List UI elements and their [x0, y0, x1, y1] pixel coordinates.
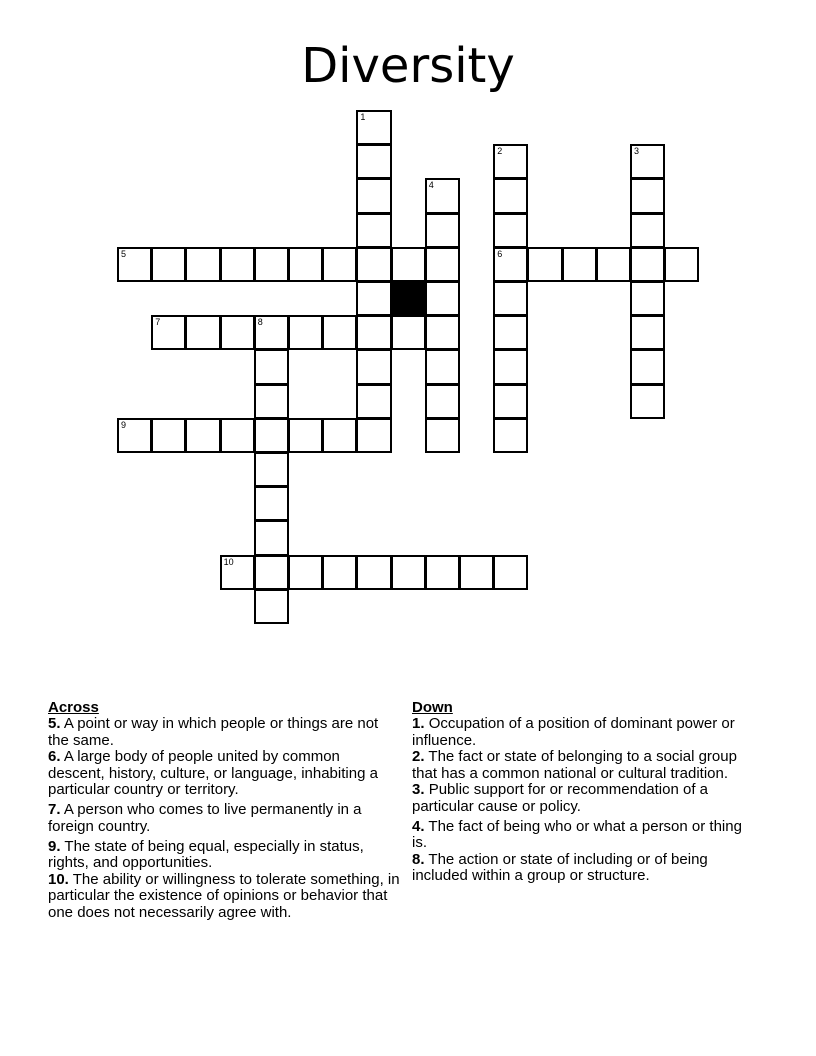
answer-cell[interactable]: [254, 418, 289, 453]
answer-cell[interactable]: [493, 247, 528, 282]
answer-cell[interactable]: [356, 418, 391, 453]
answer-cell[interactable]: [356, 315, 391, 350]
answer-cell[interactable]: [425, 247, 460, 282]
clue-across-6: [48, 749, 400, 798]
answer-cell[interactable]: [356, 144, 391, 179]
clue-number: 9.: [48, 837, 61, 855]
answer-cell[interactable]: [254, 247, 289, 282]
answer-cell[interactable]: [254, 349, 289, 384]
answer-cell[interactable]: [356, 213, 391, 248]
answer-cell[interactable]: [117, 247, 152, 282]
answer-cell[interactable]: [425, 178, 460, 213]
clue-number-label: 3: [634, 146, 640, 157]
answer-cell[interactable]: [288, 315, 323, 350]
answer-cell[interactable]: [322, 247, 357, 282]
answer-cell[interactable]: [493, 349, 528, 384]
clue-text: Public support for or recommendation of a particular cause or policy.: [412, 781, 708, 815]
answer-cell[interactable]: [527, 247, 562, 282]
clue-text: Occupation of a position of dominant power or influence.: [412, 715, 735, 749]
answer-cell[interactable]: [459, 555, 494, 590]
clue-number-label: 1: [360, 112, 366, 122]
answer-cell[interactable]: [493, 384, 528, 419]
answer-cell[interactable]: [630, 349, 665, 384]
answer-cell[interactable]: [630, 144, 665, 179]
clue-across-9: [48, 839, 400, 872]
answer-cell[interactable]: [322, 418, 357, 453]
answer-cell[interactable]: [288, 418, 323, 453]
clue-number-label: 7: [155, 317, 161, 328]
answer-cell[interactable]: [493, 418, 528, 453]
across-heading: Across: [48, 699, 99, 716]
answer-cell[interactable]: [254, 486, 289, 521]
answer-cell[interactable]: [391, 315, 426, 350]
clue-number-label: 5: [121, 248, 127, 259]
answer-cell[interactable]: [493, 555, 528, 590]
clue-text: A person who comes to live permanently in a foreign country.: [48, 801, 362, 835]
clue-number: 7.: [48, 801, 61, 819]
answer-cell[interactable]: [356, 110, 391, 145]
answer-cell[interactable]: [664, 247, 699, 282]
clue-number: 8.: [412, 851, 425, 869]
clue-down-1: [412, 716, 752, 749]
black-square: [391, 281, 426, 316]
clue-number: 5.: [48, 715, 61, 733]
clue-text: The fact of being who or what a person or thing is.: [412, 818, 742, 852]
clue-across-10: [48, 872, 400, 921]
answer-cell[interactable]: [391, 555, 426, 590]
clue-text: The state of being equal, especially in status, rights, and opportunities.: [48, 837, 364, 872]
answer-cell[interactable]: [254, 520, 289, 555]
clue-text: The action or state of including or of being included within a group or structure.: [412, 851, 708, 885]
answer-cell[interactable]: [425, 315, 460, 350]
puzzle-title: Diversity: [301, 38, 515, 94]
answer-cell[interactable]: [254, 555, 289, 590]
clue-across-7: [48, 802, 400, 835]
down-heading: Down: [412, 699, 453, 716]
answer-cell[interactable]: [493, 213, 528, 248]
answer-cell[interactable]: [254, 315, 289, 350]
answer-cell[interactable]: [151, 418, 186, 453]
answer-cell[interactable]: [493, 178, 528, 213]
answer-cell[interactable]: [185, 315, 220, 350]
clue-number: 6.: [48, 748, 61, 766]
clue-number-label: 9: [121, 419, 127, 430]
clue-text: A point or way in which people or things are not the same.: [48, 715, 379, 749]
answer-cell[interactable]: [630, 178, 665, 213]
answer-cell[interactable]: [596, 247, 631, 282]
answer-cell[interactable]: [630, 247, 665, 282]
clue-down-3: [412, 782, 752, 815]
clue-number-label: 8: [257, 317, 263, 328]
answer-cell[interactable]: [356, 349, 391, 384]
answer-cell[interactable]: [185, 247, 220, 282]
clue-number: 2.: [412, 748, 425, 766]
answer-cell[interactable]: [493, 315, 528, 350]
answer-cell[interactable]: [356, 555, 391, 590]
answer-cell[interactable]: [151, 247, 186, 282]
answer-cell[interactable]: [356, 247, 391, 282]
answer-cell[interactable]: [322, 315, 357, 350]
clue-down-2: [412, 749, 752, 782]
answer-cell[interactable]: [425, 418, 460, 453]
clue-number-label: 2: [497, 146, 503, 157]
answer-cell[interactable]: [425, 281, 460, 316]
answer-cell[interactable]: [391, 247, 426, 282]
clue-down-4: [412, 819, 752, 852]
clue-number: 10.: [48, 870, 69, 888]
answer-cell[interactable]: [185, 418, 220, 453]
answer-cell[interactable]: [220, 555, 255, 590]
answer-cell[interactable]: [288, 247, 323, 282]
clue-text: A large body of people united by common descent, history, culture, or language, inhabiting a particular country or territory.: [48, 748, 378, 798]
answer-cell[interactable]: [254, 452, 289, 487]
answer-cell[interactable]: [356, 281, 391, 316]
down-clues: [412, 700, 752, 885]
answer-cell[interactable]: [356, 178, 391, 213]
answer-cell[interactable]: [630, 281, 665, 316]
across-clues: [48, 700, 400, 921]
clue-down-8: [412, 852, 752, 885]
answer-cell[interactable]: [220, 418, 255, 453]
clue-text: The ability or willingness to tolerate something, in particular the existence of opinions or behavior that one does not necessarily agree with.: [48, 870, 400, 921]
answer-cell[interactable]: [630, 384, 665, 419]
clue-text: The fact or state of belonging to a social group that has a common national or cultural tradition.: [412, 748, 737, 782]
answer-cell[interactable]: [356, 384, 391, 419]
answer-cell[interactable]: [117, 418, 152, 453]
clue-number-label: 4: [428, 180, 434, 191]
answer-cell[interactable]: [151, 315, 186, 350]
answer-cell[interactable]: [425, 349, 460, 384]
clue-number-label: 6: [497, 248, 503, 259]
clue-across-5: [48, 716, 400, 749]
answer-cell[interactable]: [254, 384, 289, 419]
answer-cell[interactable]: [288, 555, 323, 590]
answer-cell[interactable]: [562, 247, 597, 282]
answer-cell[interactable]: [493, 144, 528, 179]
answer-cell[interactable]: [220, 315, 255, 350]
answer-cell[interactable]: [630, 315, 665, 350]
answer-cell[interactable]: [425, 555, 460, 590]
clue-number: 3.: [412, 781, 425, 799]
answer-cell[interactable]: [493, 281, 528, 316]
answer-cell[interactable]: [254, 589, 289, 624]
answer-cell[interactable]: [425, 384, 460, 419]
crossword-grid: [117, 110, 700, 625]
answer-cell[interactable]: [425, 213, 460, 248]
clue-number-label: 10: [223, 556, 234, 567]
answer-cell[interactable]: [630, 213, 665, 248]
clue-number: 4.: [412, 818, 425, 836]
answer-cell[interactable]: [322, 555, 357, 590]
clue-number: 1.: [412, 715, 425, 733]
answer-cell[interactable]: [220, 247, 255, 282]
